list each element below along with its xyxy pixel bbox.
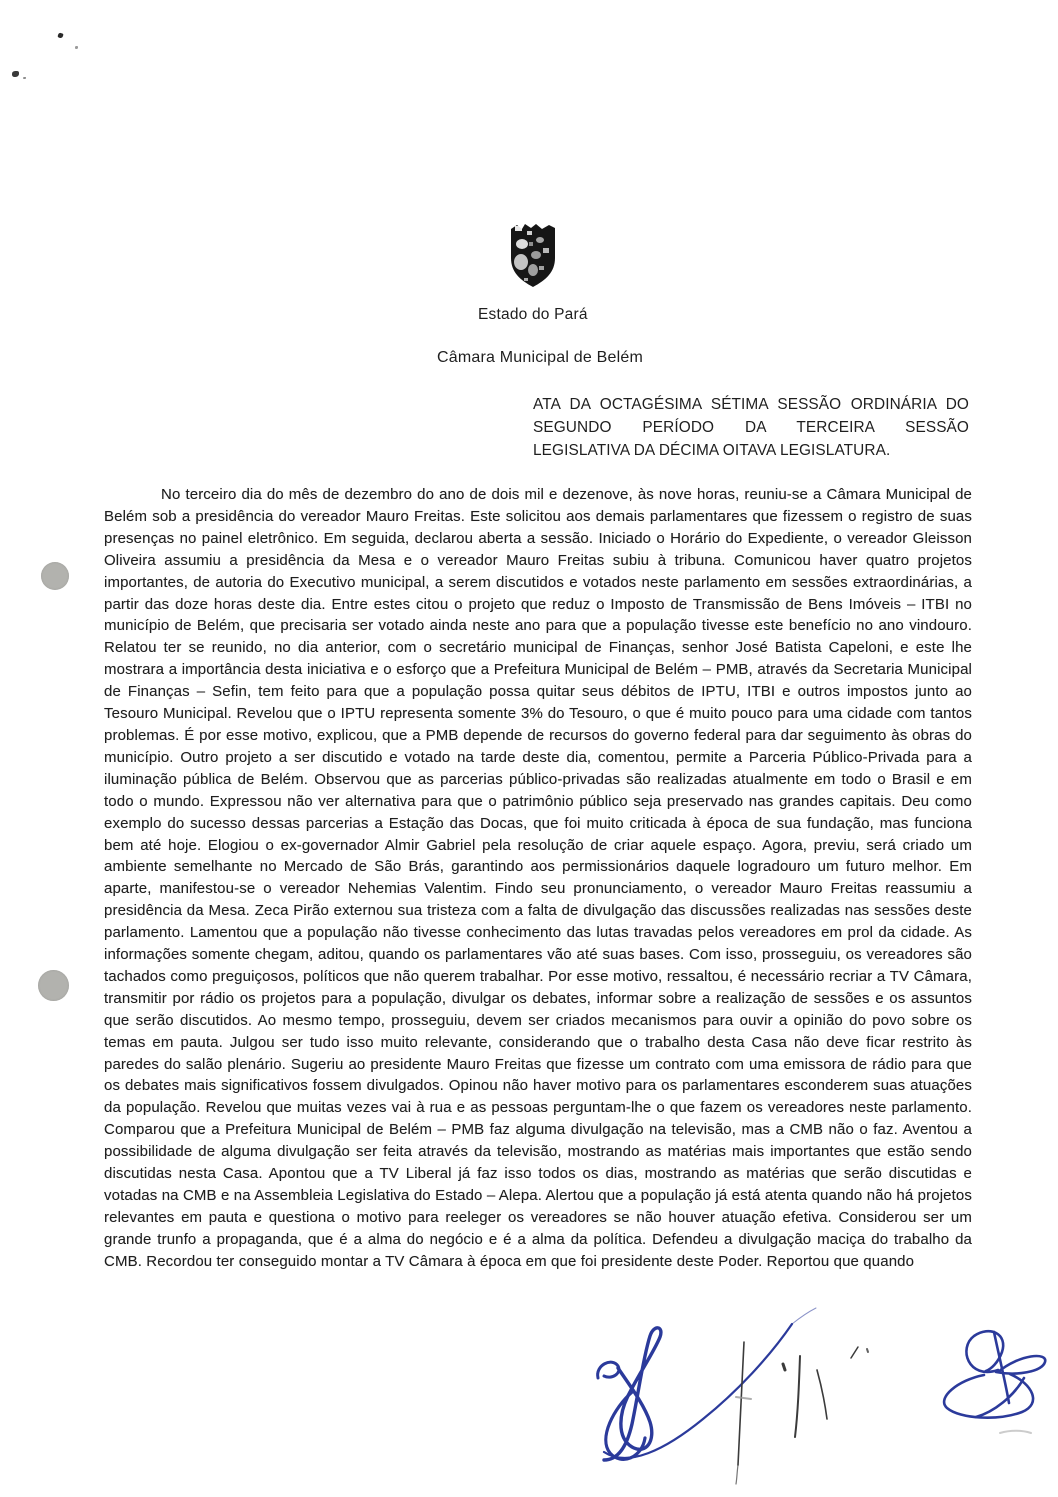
title-line: ATA DA OCTAGÉSIMA SÉTIMA SESSÃO ORDINÁRIA DO: [533, 396, 969, 413]
title-line: SEGUNDO PERÍODO DA TERCEIRA SESSÃO: [533, 419, 969, 436]
signature-right: [944, 1331, 1045, 1433]
pen-strokes: [736, 1342, 868, 1484]
hole-punch-mark: [41, 562, 69, 590]
signatures-area: [570, 1300, 1058, 1497]
coat-of-arms-icon: [509, 222, 557, 288]
scan-speck: [12, 71, 19, 77]
signature-left: [598, 1308, 816, 1460]
state-label: Estado do Pará: [478, 306, 588, 323]
hole-punch-mark: [38, 970, 69, 1001]
minutes-body-paragraph: No terceiro dia do mês de dezembro do ano de dois mil e dezenove, às nove horas, reuniu-se a Câmara Municipal de Belém sob a presidência do vereador Mauro Freitas. Este solicitou aos demais parlamentares que fizessem o registro de suas presenças no painel eletrônico. Em seguida, declarou aberta a sessão. Iniciado o Horário do Expediente, o vereador Gleisson Oliveira assumiu a presidência da Mesa e o vereador Mauro Freitas subiu à tribuna. Comunicou haver quatro projetos importantes, de autoria do Executivo municipal, a serem discutidos e votados neste parlamento em sessões extraordinárias, a partir das doze horas deste dia. Entre estes citou o projeto que reduz o Imposto de Transmissão de Bens Imóveis – ITBI no município de Belém, que precisaria ser votado ainda neste ano para que a população tivesse este benefício no ano vindouro. Relatou ter se reunido, no dia anterior, com o secretário municipal de Finanças, senhor José Batista Capeloni, e este lhe mostrara a importância desta iniciativa e o esforço que a Prefeitura Municipal de Belém – PMB, através da Secretaria Municipal de Finanças – Sefin, tem feito para que a população possa quitar seus débitos de IPTU, ITBI e outros impostos junto ao Tesouro Municipal. Revelou que o IPTU representa somente 3% do Tesouro, o que é muito pouco para uma cidade com tantos problemas. É por esse motivo, explicou, que a PMB depende de recursos do governo federal para dar seguimento às obras do município. Outro projeto a ser discutido e votado na tarde deste dia, comentou, permite a Parceria Público-Privada para a iluminação pública de Belém. Observou que as parcerias público-privadas são realizadas atualmente em todo o Brasil e em todo o mundo. Expressou não ver alternativa para que o patrimônio público seja preservado nas grandes capitais. Deu como exemplo do sucesso dessas parcerias a Estação das Docas, que foi muito criticada à época de sua fundação, mas funciona bem até hoje. Elogiou o ex-governador Almir Gabriel pela resolução de criar aquele espaço. Agora, previu, será criado um ambiente semelhante no Mercado de São Brás, garantindo aos permissionários daquele logradouro um futuro melhor. Em aparte, manifestou-se o vereador Nehemias Valentim. Findo seu pronunciamento, o vereador Mauro Freitas reassumiu a presidência da Mesa. Zeca Pirão externou sua tristeza com a falta de divulgação das discussões realizadas nas sessões deste parlamento. Lamentou que a população não tivesse conhecimento das lutas travadas pelos vereadores em prol da cidade. As informações somente chegam, aditou, quando os parlamentares vão até suas bases. Com isso, prosseguiu, os vereadores são tachados como preguiçosos, políticos que não querem trabalhar. Por esse motivo, ressaltou, é necessário recriar a TV Câmara, transmitir por rádio os projetos para a população, divulgar os debates, informar sobre a realização de sessões e os assuntos que serão discutidos. Ao mesmo tempo, prosseguiu, devem ser criados mecanismos para ouvir a opinião do povo sobre os temas em pauta. Julgou ser tudo isso muito relevante, considerando que o trabalho desta Casa não deve ficar restrito às paredes do salão plenário. Sugeriu ao presidente Mauro Freitas que fizesse um contrato com uma emissora de rádio para que os debates mais significativos fossem divulgados. Opinou não haver motivo para os parlamentares esconderem suas atuações da população. Revelou que muitas vezes vai à rua e as pessoas perguntam-lhe o que fazem os vereadores neste parlamento. Comparou que a Prefeitura Municipal de Belém – PMB faz alguma divulgação na televisão, mas a CMB não o faz. Aventou a possibilidade de alguma divulgação ser feita através da televisão, mostrando as matérias mais importantes que estão sendo discutidas nesta Casa. Apontou que a TV Liberal já faz isso todos os dias, mostrando as matérias que serão discutidas e votadas na CMB e na Assembleia Legislativa do Estado – Alepa. Alertou que a população já está atenta quando não há projetos relevantes em pauta e questiona o motivo para reeleger os vereadores se não houver atuação efetiva. Considerou ser um grande trunfo a propaganda, que é a alma do negócio e é a alma da política. Defendeu a divulgação maciça do trabalho da CMB. Recordou ter conseguido montar a TV Câmara à época em que foi presidente deste Poder. Reportou que quando: [104, 486, 972, 1270]
scan-speck: [75, 46, 78, 49]
title-line: LEGISLATIVA DA DÉCIMA OITAVA LEGISLATURA.: [533, 442, 891, 459]
scan-speck: [57, 32, 63, 38]
institution-label: Câmara Municipal de Belém: [437, 349, 643, 366]
scan-speck: [23, 77, 26, 79]
document-title: [533, 393, 969, 462]
